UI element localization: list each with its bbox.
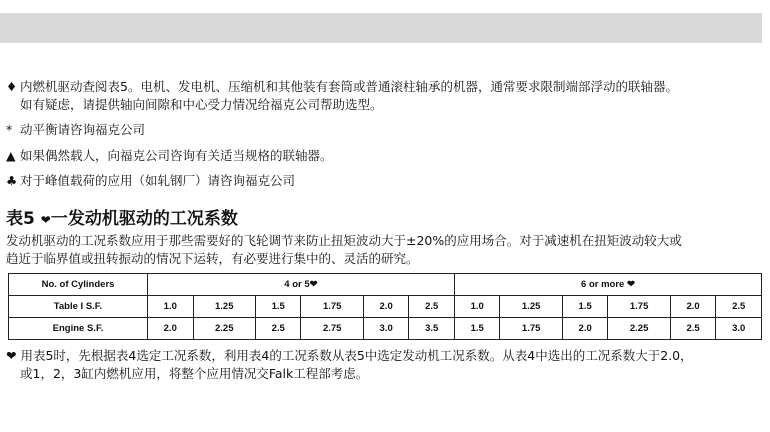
- club-icon: ♣: [6, 173, 18, 188]
- table-cell: 3.0: [716, 318, 762, 340]
- section-heading: [6, 204, 238, 229]
- note-text: 对于峰值载荷的应用（如轧钢厂）请咨询福克公司: [20, 173, 296, 188]
- table-cell: 1.5: [562, 296, 608, 318]
- table-row: [9, 318, 762, 340]
- note-peak-load: [6, 172, 295, 190]
- heading-title: 一发动机驱动的工况系数: [50, 209, 238, 229]
- table-header-row: [9, 274, 762, 296]
- table-cell: 1.0: [148, 296, 194, 318]
- table-row: [9, 296, 762, 318]
- table-cell: 2.0: [670, 296, 716, 318]
- note-occasional-load: [6, 147, 333, 165]
- note-text: 如果偶然载人，向福克公司咨询有关适当规格的联轴器。: [20, 148, 333, 163]
- table-cell: 1.75: [301, 296, 363, 318]
- asterisk-icon: *: [6, 122, 13, 137]
- note-balance: [6, 121, 145, 139]
- table-cell: 2.25: [608, 318, 670, 340]
- triangle-icon: ▲: [6, 148, 16, 163]
- row-label: Engine S.F.: [9, 318, 148, 340]
- heart-icon: ❤: [40, 213, 51, 227]
- note-text: 动平衡请咨询福克公司: [20, 122, 146, 137]
- table-cell: 1.25: [500, 296, 562, 318]
- paragraph-line: 趋近于临界值或扭转振动的情况下运转，有必要进行集中的、灵活的研究。: [6, 251, 419, 266]
- table-cell: 1.25: [193, 296, 255, 318]
- table-cell: 2.0: [148, 318, 194, 340]
- table-cell: 2.5: [716, 296, 762, 318]
- table-header-label: No. of Cylinders: [9, 274, 148, 296]
- group-header-4-5: [148, 274, 455, 296]
- header-bar: [0, 13, 762, 43]
- service-factor-table: [8, 273, 762, 340]
- table-cell: 2.25: [193, 318, 255, 340]
- heart-icon: ❤: [309, 279, 318, 290]
- table-cell: 2.75: [301, 318, 363, 340]
- diamond-icon: ♦: [6, 79, 18, 94]
- table-cell: 2.5: [409, 296, 455, 318]
- heart-icon: ❤: [6, 348, 17, 363]
- table-cell: 3.5: [409, 318, 455, 340]
- note-text: 如有疑虑，请提供轴向间隙和中心受力情况给福克公司帮助选型。: [20, 97, 383, 112]
- table-cell: 1.5: [454, 318, 500, 340]
- footnote-text: 用表5时，先根据表4选定工况系数，利用表4的工况系数从表5中选定发动机工况系数。从表4中选出的工况系数大于2.0，: [20, 348, 693, 363]
- footnote-text: 或1，2，3缸内燃机应用，将整个应用情况交Falk工程部考虑。: [20, 366, 369, 381]
- table-cell: 2.0: [363, 296, 409, 318]
- table-cell: 1.75: [608, 296, 670, 318]
- heading-prefix: 表5: [6, 209, 35, 229]
- table-cell: 2.5: [670, 318, 716, 340]
- heart-icon: ❤: [626, 279, 635, 290]
- description-paragraph: [6, 232, 682, 268]
- paragraph-line: 发动机驱动的工况系数应用于那些需要好的飞轮调节来防止扭矩波动大于±20%的应用场合。对于减速机在扭矩波动较大或: [6, 233, 682, 248]
- table-cell: 2.5: [255, 318, 301, 340]
- table-cell: 2.0: [562, 318, 608, 340]
- footnote: [6, 347, 693, 383]
- note-endfloat: [6, 78, 678, 114]
- row-label: Table I S.F.: [9, 296, 148, 318]
- table-cell: 1.0: [454, 296, 500, 318]
- table-cell: 3.0: [363, 318, 409, 340]
- table-cell: 1.5: [255, 296, 301, 318]
- table-cell: 1.75: [500, 318, 562, 340]
- note-text: 内燃机驱动查阅表5。电机、发电机、压缩机和其他装有套筒或普通滚柱轴承的机器，通常要求限制端部浮动的联轴器。: [20, 79, 678, 94]
- group-label: 6 or more: [581, 279, 625, 290]
- group-header-6-more: [454, 274, 761, 296]
- group-label: 4 or 5: [284, 279, 310, 290]
